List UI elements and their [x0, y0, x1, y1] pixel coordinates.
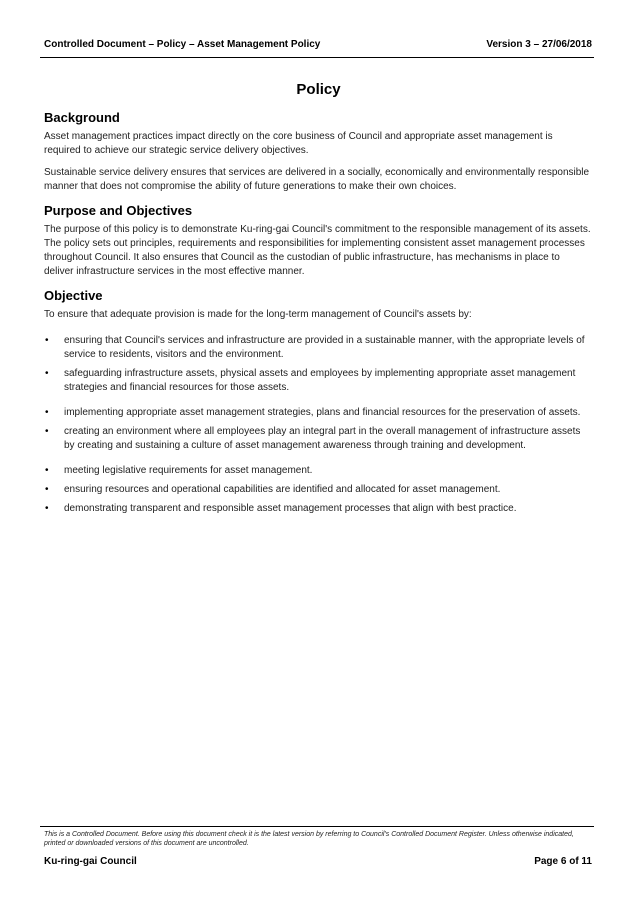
bullet-icon: • [45, 484, 49, 495]
background-heading: Background [44, 110, 120, 125]
bullet-icon: • [45, 335, 49, 346]
document-body [44, 110, 592, 521]
purpose-section [44, 203, 592, 279]
objective-intro: To ensure that adequate provision is made for the long-term management of Council's assets by: [44, 309, 472, 320]
header-version: Version 3 – 27/06/2018 [486, 39, 592, 50]
list-item: • demonstrating transparent and responsible asset management processes that align with best practice. [45, 503, 517, 514]
bullet-icon: • [45, 368, 49, 379]
purpose-paragraph: The purpose of this policy is to demonstrate Ku-ring-gai Council's commitment to the responsible management of its assets. The policy sets out principles, requirements and responsibilities for implementing consistent asset management processes throughout Council. It also ensures that Council as the custodian of public infrastructure, has mechanisms in place to deliver infrastructure services in the most effective manner. [44, 224, 591, 277]
background-section [44, 110, 592, 194]
bullet-icon: • [45, 465, 49, 476]
bullet-icon: • [45, 503, 49, 514]
list-item: • ensuring that Council's services and infrastructure are provided in a sustainable manner, with the appropriate levels of service to residents, visitors and the environment. [45, 335, 585, 360]
bullet-icon: • [45, 407, 49, 418]
background-paragraph-2: Sustainable service delivery ensures that services are delivered in a socially, economically and environmentally responsible manner that does not compromise the ability of future generations to make their own choices. [44, 167, 590, 192]
footer-organisation: Ku-ring-gai Council [44, 856, 137, 867]
footer-divider [40, 826, 594, 827]
header-document-title: Controlled Document – Policy – Asset Management Policy [44, 39, 321, 50]
list-item: • safeguarding infrastructure assets, physical assets and employees by implementing appropriate asset management strategies and financial resources for those assets. [45, 368, 576, 393]
header-divider [40, 57, 594, 58]
list-item: • meeting legislative requirements for asset management. [45, 465, 313, 476]
objective-heading: Objective [44, 288, 103, 303]
list-item: • implementing appropriate asset management strategies, plans and financial resources for the preservation of assets. [45, 407, 581, 418]
bullet-icon: • [45, 426, 49, 437]
list-item: • creating an environment where all employees play an integral part in the overall management of infrastructure assets by creating and sustaining a culture of asset management awareness through training and development. [45, 426, 581, 451]
page-footer [44, 856, 592, 867]
background-paragraph-1: Asset management practices impact directly on the core business of Council and appropriate asset management is required to achieve our strategic service delivery objectives. [44, 131, 553, 156]
page-number: Page 6 of 11 [534, 856, 592, 867]
controlled-document-notice: This is a Controlled Document. Before using this document check it is the latest version by referring to Council's Controlled Document Register. Unless otherwise indicated, printed or downloaded versions of this document are uncontrolled. [44, 831, 574, 847]
list-item: • ensuring resources and operational capabilities are identified and allocated for asset management. [45, 484, 501, 495]
objective-list [44, 334, 592, 516]
page-header [44, 39, 592, 50]
page-title: Policy [296, 81, 341, 98]
purpose-heading: Purpose and Objectives [44, 203, 193, 218]
objective-section [44, 288, 592, 516]
